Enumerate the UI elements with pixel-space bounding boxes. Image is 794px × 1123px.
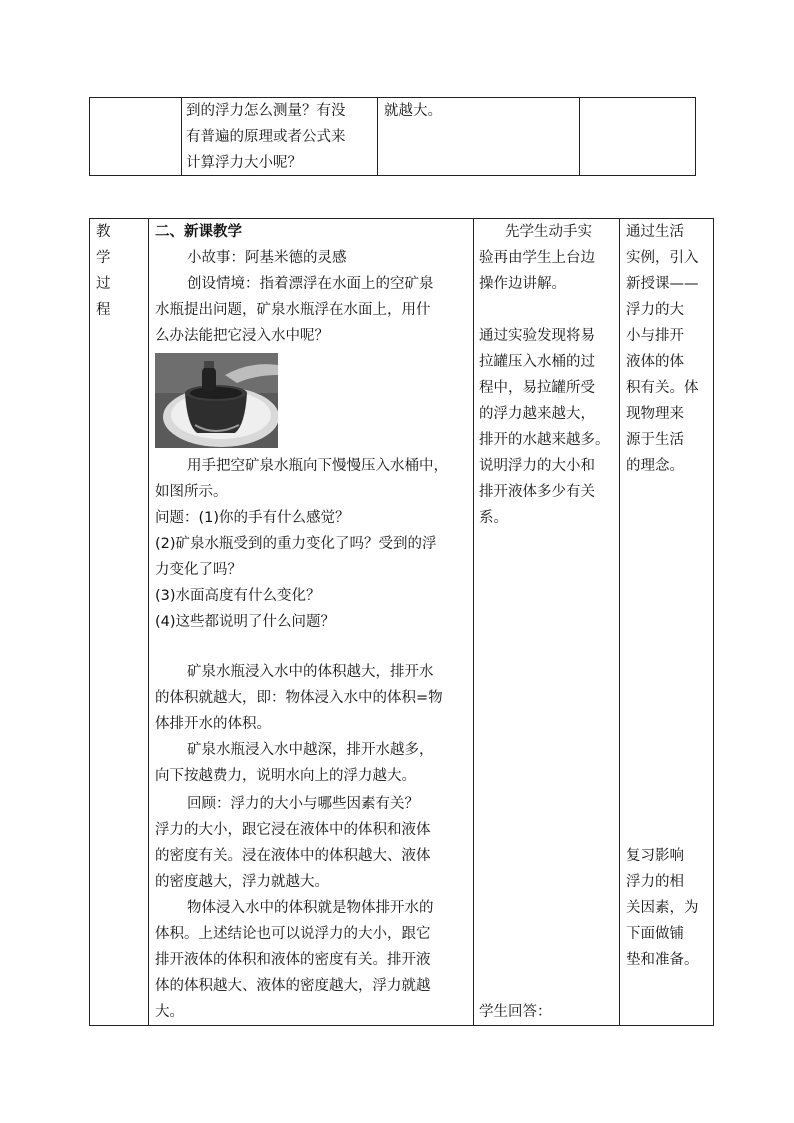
review-line: 的密度有关。浸在液体中的体积越大、液体 — [155, 848, 431, 864]
conclusion-line: 矿泉水瓶浸入水中越深，排开水越多， — [187, 742, 434, 758]
top-col2-line: 到的浮力怎么测量？有没 — [186, 103, 346, 119]
scenario-line: 水瓶提出问题，矿泉水瓶浮在水面上，用什 — [155, 302, 431, 318]
intent2-line: 复习影响 — [626, 848, 684, 864]
student-activity-line: 验再由学生上台边 — [479, 250, 595, 266]
student-answer: 学生回答： — [479, 1004, 552, 1020]
scenario-line: 创设情境：指着漂浮在水面上的空矿泉 — [187, 276, 434, 292]
top-col2-line: 有普遍的原理或者公式来 — [186, 129, 346, 145]
conclusion-line: 的体积就越大，即：物体浸入水中的体积=物 — [155, 690, 443, 706]
stage-char: 教 — [96, 224, 111, 240]
section-title: 二、新课教学 — [155, 224, 242, 240]
top-table-divider — [579, 98, 580, 175]
student-experiment-line: 排开液体多少有关 — [479, 484, 595, 500]
student-experiment-line: 通过实验发现将易 — [479, 328, 595, 344]
intent-line: 现物理来 — [626, 406, 684, 422]
story-line: 小故事：阿基米德的灵感 — [187, 250, 347, 266]
intent-line: 积有关。体 — [626, 380, 699, 396]
final-line: 物体浸入水中的体积就是物体排开水的 — [187, 900, 434, 916]
review-line: 浮力的大小，跟它浸在液体中的体积和液体 — [155, 822, 431, 838]
stage-char: 过 — [96, 276, 111, 292]
student-activity-line: 先学生动手实 — [505, 224, 592, 240]
final-line: 大。 — [155, 1004, 184, 1020]
conclusion-line: 体排开水的体积。 — [155, 716, 271, 732]
stage-char: 学 — [96, 250, 111, 266]
intent2-line: 垫和准备。 — [626, 952, 699, 968]
intent2-line: 关因素，为 — [626, 900, 699, 916]
review-line: 的密度越大，浮力就越大。 — [155, 874, 329, 890]
student-experiment-line: 的浮力越来越大， — [479, 406, 595, 422]
student-experiment-line: 系。 — [479, 510, 508, 526]
student-activity-line: 操作边讲解。 — [479, 276, 566, 292]
top-table-divider — [377, 98, 378, 175]
conclusion-line: 向下按越费力，说明水向上的浮力越大。 — [155, 768, 416, 784]
conclusion-line: 矿泉水瓶浸入水中的体积越大，排开水 — [187, 664, 434, 680]
student-experiment-line: 程中，易拉罐所受 — [479, 380, 595, 396]
main-table-divider — [619, 219, 620, 1025]
final-line: 排开液体的体积和液体的密度有关。排开液 — [155, 952, 431, 968]
student-experiment-line: 说明浮力的大小和 — [479, 458, 595, 474]
stage-char: 程 — [96, 302, 111, 318]
question-line: (2)矿泉水瓶受到的重力变化了吗？受到的浮 — [155, 536, 437, 552]
top-col3-line: 就越大。 — [384, 103, 442, 119]
question-line: (4)这些都说明了什么问题？ — [155, 614, 336, 630]
student-experiment-line: 排开的水越来越多。 — [479, 432, 610, 448]
intent-line: 液体的体 — [626, 354, 684, 370]
top-table-divider — [181, 98, 182, 175]
intent2-line: 浮力的相 — [626, 874, 684, 890]
final-line: 体的体积越大、液体的密度越大，浮力就越 — [155, 978, 431, 994]
student-experiment-line: 拉罐压入水桶的过 — [479, 354, 595, 370]
final-line: 体积。上述结论也可以说浮力的大小，跟它 — [155, 926, 431, 942]
question-line: 力变化了吗？ — [155, 562, 242, 578]
intent-line: 实例，引入 — [626, 250, 699, 266]
intent-line: 通过生活 — [626, 224, 684, 240]
scenario-line: 么办法能把它浸入水中呢？ — [155, 328, 329, 344]
review-line: 回顾：浮力的大小与哪些因素有关？ — [187, 796, 419, 812]
intent-line: 小与排开 — [626, 328, 684, 344]
intent-line: 源于生活 — [626, 432, 684, 448]
question-line: 问题：(1)你的手有什么感觉？ — [155, 510, 350, 526]
photo-caption-line: 如图所示。 — [155, 484, 228, 500]
intent-line: 浮力的大 — [626, 302, 684, 318]
photo-caption-line: 用手把空矿泉水瓶向下慢慢压入水桶中， — [187, 458, 448, 474]
question-line: (3)水面高度有什么变化？ — [155, 588, 321, 604]
main-table-divider — [473, 219, 474, 1025]
bucket-bottle-photo-icon — [155, 353, 278, 448]
intent-line: 新授课—— — [626, 276, 699, 292]
main-table-divider — [148, 219, 149, 1025]
intent2-line: 下面做铺 — [626, 926, 684, 942]
top-col2-line: 计算浮力大小呢？ — [186, 155, 302, 171]
intent-line: 的理念。 — [626, 458, 684, 474]
